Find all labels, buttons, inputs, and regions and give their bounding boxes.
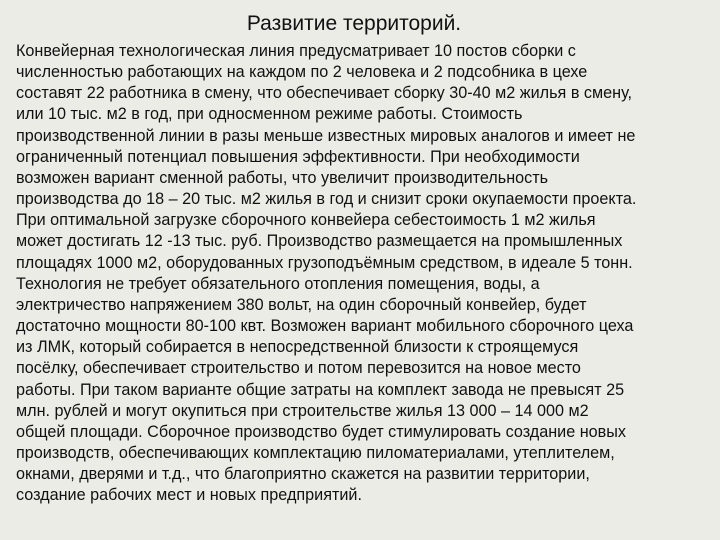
text-line: из ЛМК, который собирается в непосредственной близости к строящемуся [16,338,579,357]
text-line: посёлку, обеспечивает строительство и потом перевозится на новое место [16,359,581,378]
text-line: численностью работающих на каждом по 2 человека и 2 подсобника в цехе [16,63,588,82]
text-line: составят 22 работника в смену, что обеспечивает сборку 30-40 м2 жилья в смену, [16,84,633,103]
text-line: площадях 1000 м2, оборудованных грузоподъёмным средством, в идеале 5 тонн. [16,253,633,272]
text-line: работы. При таком варианте общие затраты на комплект завода не превысят 25 [16,380,625,399]
text-line: окнами, дверями и т.д., что благоприятно скажется на развитии территории, [16,465,590,484]
text-line: Конвейерная технологическая линия предусматривает 10 постов сборки с [16,42,576,60]
text-line: При оптимальной загрузке сборочного конвейера себестоимость 1 м2 жилья [16,211,596,230]
slide-title [0,10,720,38]
body-paragraph [16,41,716,506]
text-line: производственной линии в разы меньше известных мировых аналогов и имеет не [16,126,636,145]
text-line: достаточно мощности 80-100 квт. Возможен вариант мобильного сборочного цеха [16,317,634,336]
text-line: ограниченный потенциал повышения эффективности. При необходимости [16,147,580,166]
slide-title-text: Развитие территорий. [246,12,462,35]
text-line: возможен вариант сменной работы, что увеличит производительность [16,168,549,187]
text-line: Технология не требует обязательного отопления помещения, воды, а [16,274,540,293]
text-line: млн. рублей и могут окупиться при строительстве жилья 13 000 – 14 000 м2 [16,401,589,420]
text-line: может достигать 12 -13 тыс. руб. Производство размещается на промышленных [16,232,623,251]
text-line: производства до 18 – 20 тыс. м2 жилья в год и снизит сроки окупаемости проекта. [16,190,637,209]
text-line: создание рабочих мест и новых предприятий. [16,486,362,505]
text-line: или 10 тыс. м2 в год, при односменном режиме работы. Стоимость [16,105,523,124]
text-line: электричество напряжением 380 вольт, на один сборочный конвейер, будет [16,295,587,314]
text-line: производств, обеспечивающих комплектацию пиломатериалами, утеплителем, [16,443,615,462]
text-line: общей площади. Сборочное производство будет стимулировать создание новых [16,422,626,441]
